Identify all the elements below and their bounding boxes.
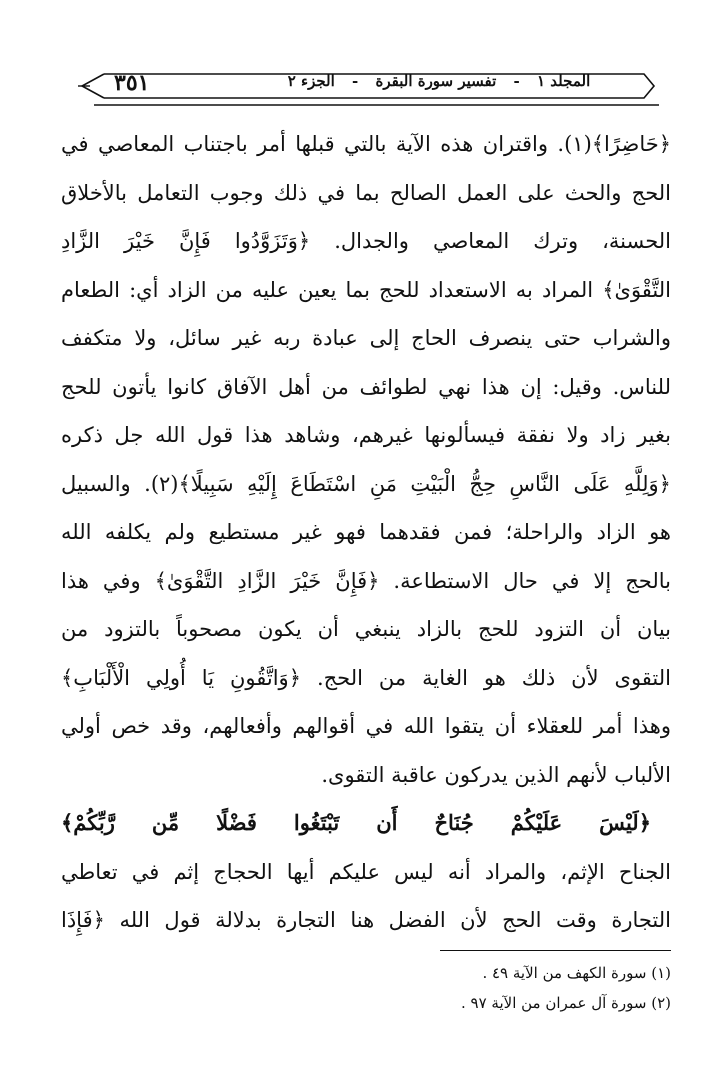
text-line: للناس. وقيل: إن هذا نهي لطوائف من أهل الآفاق كانوا يأتون للحج	[61, 374, 671, 399]
header-separator: -	[352, 72, 359, 90]
text-line: الحج والحث على العمل الصالح بما في ذلك وجوب التعامل بالأخلاق	[61, 180, 671, 205]
volume-label: المجلد ١	[537, 72, 591, 90]
page-number: ٣٥١	[114, 70, 150, 96]
text-line: التقوى لأن ذلك هو الغاية من الحج. ﴿وَاتَّقُونِ يَا أُولِي الْأَلْبَابِ﴾	[61, 665, 671, 690]
body-text	[61, 120, 671, 945]
part-label: الجزء ٢	[287, 72, 335, 90]
book-title: تفسير سورة البقرة	[375, 72, 497, 90]
text-line: التجارة وقت الحج لأن الفضل هنا التجارة بدلالة قول الله ﴿فَإِذَا	[61, 908, 671, 932]
footnotes	[61, 958, 671, 1018]
footnote: (١) سورة الكهف من الآية ٤٩ .	[482, 964, 671, 982]
text-line: وهذا أمر للعقلاء أن يتقوا الله في أقوالهم وأفعالهم، وقد خص أولي	[61, 714, 671, 738]
footnote-divider	[440, 950, 671, 951]
header-separator: -	[513, 72, 520, 90]
text-line: الألباب لأنهم الذين يدركون عاقبة التقوى.	[321, 762, 671, 787]
text-line: والشراب حتى ينصرف الحاج إلى عبادة ربه غير سائل، ولا متكفف	[61, 326, 671, 350]
footnote: (٢) سورة آل عمران من الآية ٩٧ .	[460, 994, 671, 1012]
text-line: هو الزاد والراحلة؛ فمن فقدهما فهو غير مستطيع ولم يكلفه الله	[61, 520, 671, 544]
text-line: ﴿حَاضِرًا﴾(١). واقتران هذه الآية بالتي قبلها أمر باجتناب المعاصي في	[61, 132, 671, 156]
text-line: الحسنة، وترك المعاصي والجدال. ﴿وَتَزَوَّدُوا فَإِنَّ خَيْرَ الزَّادِ	[61, 229, 671, 253]
text-line: التَّقْوَىٰ﴾ المراد به الاستعداد للحج بما يعين عليه من الزاد أي: الطعام	[61, 277, 671, 302]
text-line: بيان أن التزود للحج بالزاد ينبغي أن يكون مصحوباً بالتزود من	[61, 617, 671, 641]
text-line: الجناح الإثم، والمراد أنه ليس عليكم أيها الحجاج إثم في تعاطي	[61, 859, 671, 884]
text-line: بغير زاد ولا نفقة فيسألونها غيرهم، وشاهد هذا قول الله جل ذكره	[61, 423, 671, 447]
header-title	[219, 72, 659, 90]
verse-line: ﴿لَيْسَ عَلَيْكُمْ جُنَاحٌ أَن تَبْتَغُوا فَضْلًا مِّن رَّبِّكُمْ﴾	[61, 810, 651, 835]
text-line: بالحج إلا في حال الاستطاعة. ﴿فَإِنَّ خَيْرَ الزَّادِ التَّقْوَىٰ﴾ وفي هذا	[61, 568, 671, 593]
running-header	[74, 64, 659, 112]
text-line: ﴿وَلِلَّهِ عَلَى النَّاسِ حِجُّ الْبَيْتِ مَنِ اسْتَطَاعَ إِلَيْهِ سَبِيلًا﴾(٢). والسبيل	[61, 471, 671, 496]
